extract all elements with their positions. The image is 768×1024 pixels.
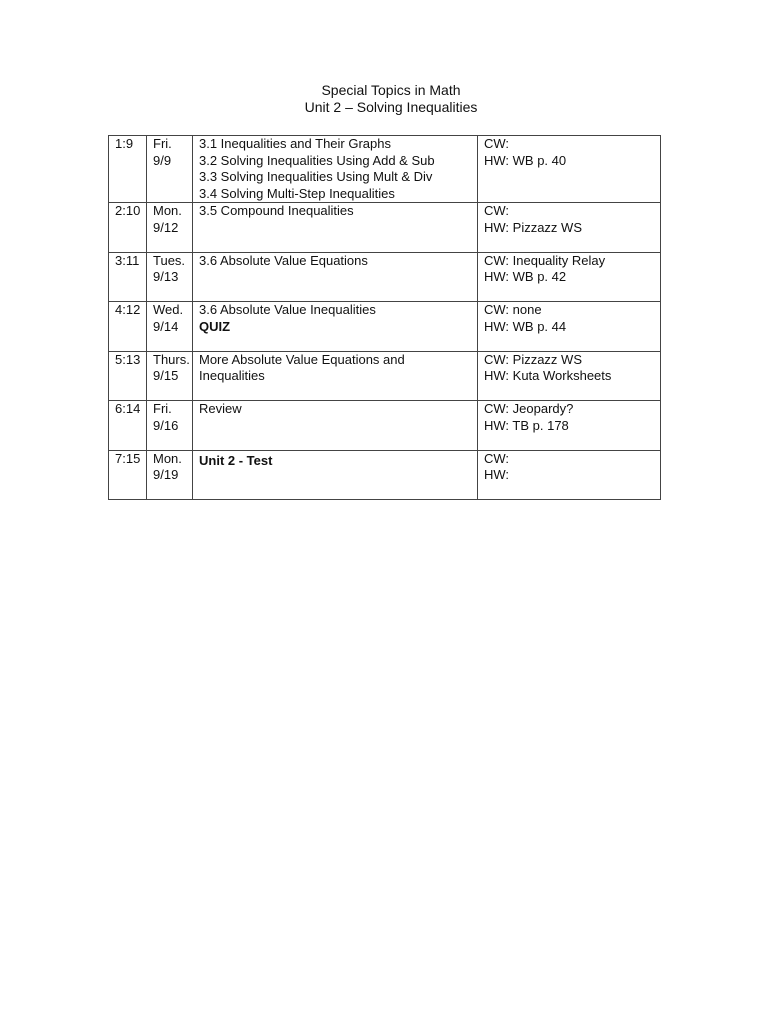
date-cell [147,136,193,203]
topic-line: 3.6 Absolute Value Inequalities [199,302,376,317]
weekday: Mon. [153,450,182,466]
classwork: CW: [484,203,510,218]
day-number-cell: 6:14 [109,401,147,451]
topic-cell [193,401,478,451]
homework: HW: [484,467,510,482]
classwork: CW: [484,450,510,466]
classwork: CW: Jeopardy? [484,401,574,416]
assignment-cell [478,401,661,451]
table-row [109,351,661,401]
classwork: CW: Inequality Relay [484,252,606,268]
day-number-cell: 2:10 [109,203,147,253]
topic-line: Review [199,401,242,416]
weekday: Thurs. [153,351,190,367]
weekday: Tues. [153,252,186,268]
document-header [0,82,768,116]
table-row [109,401,661,451]
date-cell [147,401,193,451]
assignment-cell [478,136,661,203]
day-number-cell: 4:12 [109,302,147,352]
date: 9/13 [153,269,179,284]
topic-line: 3.5 Compound Inequalities [199,203,354,218]
document-title: Special Topics in Math [321,82,461,98]
assignment-cell [478,302,661,352]
assignment-cell [478,351,661,401]
assignment-cell [478,450,661,500]
table-row [109,203,661,253]
weekday: Wed. [153,302,184,317]
date-cell [147,450,193,500]
day-number-cell: 1:9 [109,136,147,203]
document-subtitle: Unit 2 – Solving Inequalities [304,99,478,115]
date: 9/9 [153,152,172,168]
table-row [109,302,661,352]
classwork: CW: Pizzazz WS [484,351,582,367]
homework: HW: WB p. 44 [484,318,567,334]
date-cell [147,252,193,302]
schedule-table [108,135,661,500]
homework: HW: Kuta Worksheets [484,368,612,383]
date: 9/12 [153,219,179,235]
classwork: CW: [484,136,510,151]
date-cell [147,302,193,352]
date-cell [147,351,193,401]
weekday: Mon. [153,203,182,218]
homework: HW: TB p. 178 [484,417,569,433]
assignment-cell [478,203,661,253]
topic-cell [193,302,478,352]
topic-line: 3.4 Solving Multi-Step Inequalities [199,185,395,201]
date-cell [147,203,193,253]
topic-line: 3.1 Inequalities and Their Graphs [199,136,391,151]
topic-line: More Absolute Value Equations and [199,351,405,367]
topic-line: 3.2 Solving Inequalities Using Add & Sub [199,152,435,168]
table-row [109,136,661,203]
topic-cell [193,450,478,500]
homework: HW: Pizzazz WS [484,219,582,235]
topic-line: Inequalities [199,368,265,383]
topic-cell [193,252,478,302]
assignment-cell [478,252,661,302]
weekday: Fri. [153,401,172,416]
topic-line: 3.6 Absolute Value Equations [199,252,368,268]
date: 9/14 [153,318,179,334]
classwork: CW: none [484,302,542,317]
table-row [109,252,661,302]
topic-cell [193,351,478,401]
topic-line: 3.3 Solving Inequalities Using Mult & Div [199,169,433,184]
date: 9/19 [153,467,179,482]
quiz-label: QUIZ [199,318,231,334]
weekday: Fri. [153,136,172,151]
homework: HW: WB p. 42 [484,269,567,284]
test-label: Unit 2 - Test [199,452,273,468]
day-number-cell: 7:15 [109,450,147,500]
topic-cell [193,203,478,253]
date: 9/16 [153,417,179,433]
day-number-cell: 3:11 [109,252,147,302]
date: 9/15 [153,368,179,383]
table-row [109,450,661,500]
homework: HW: WB p. 40 [484,152,567,168]
topic-cell [193,136,478,203]
day-number-cell: 5:13 [109,351,147,401]
